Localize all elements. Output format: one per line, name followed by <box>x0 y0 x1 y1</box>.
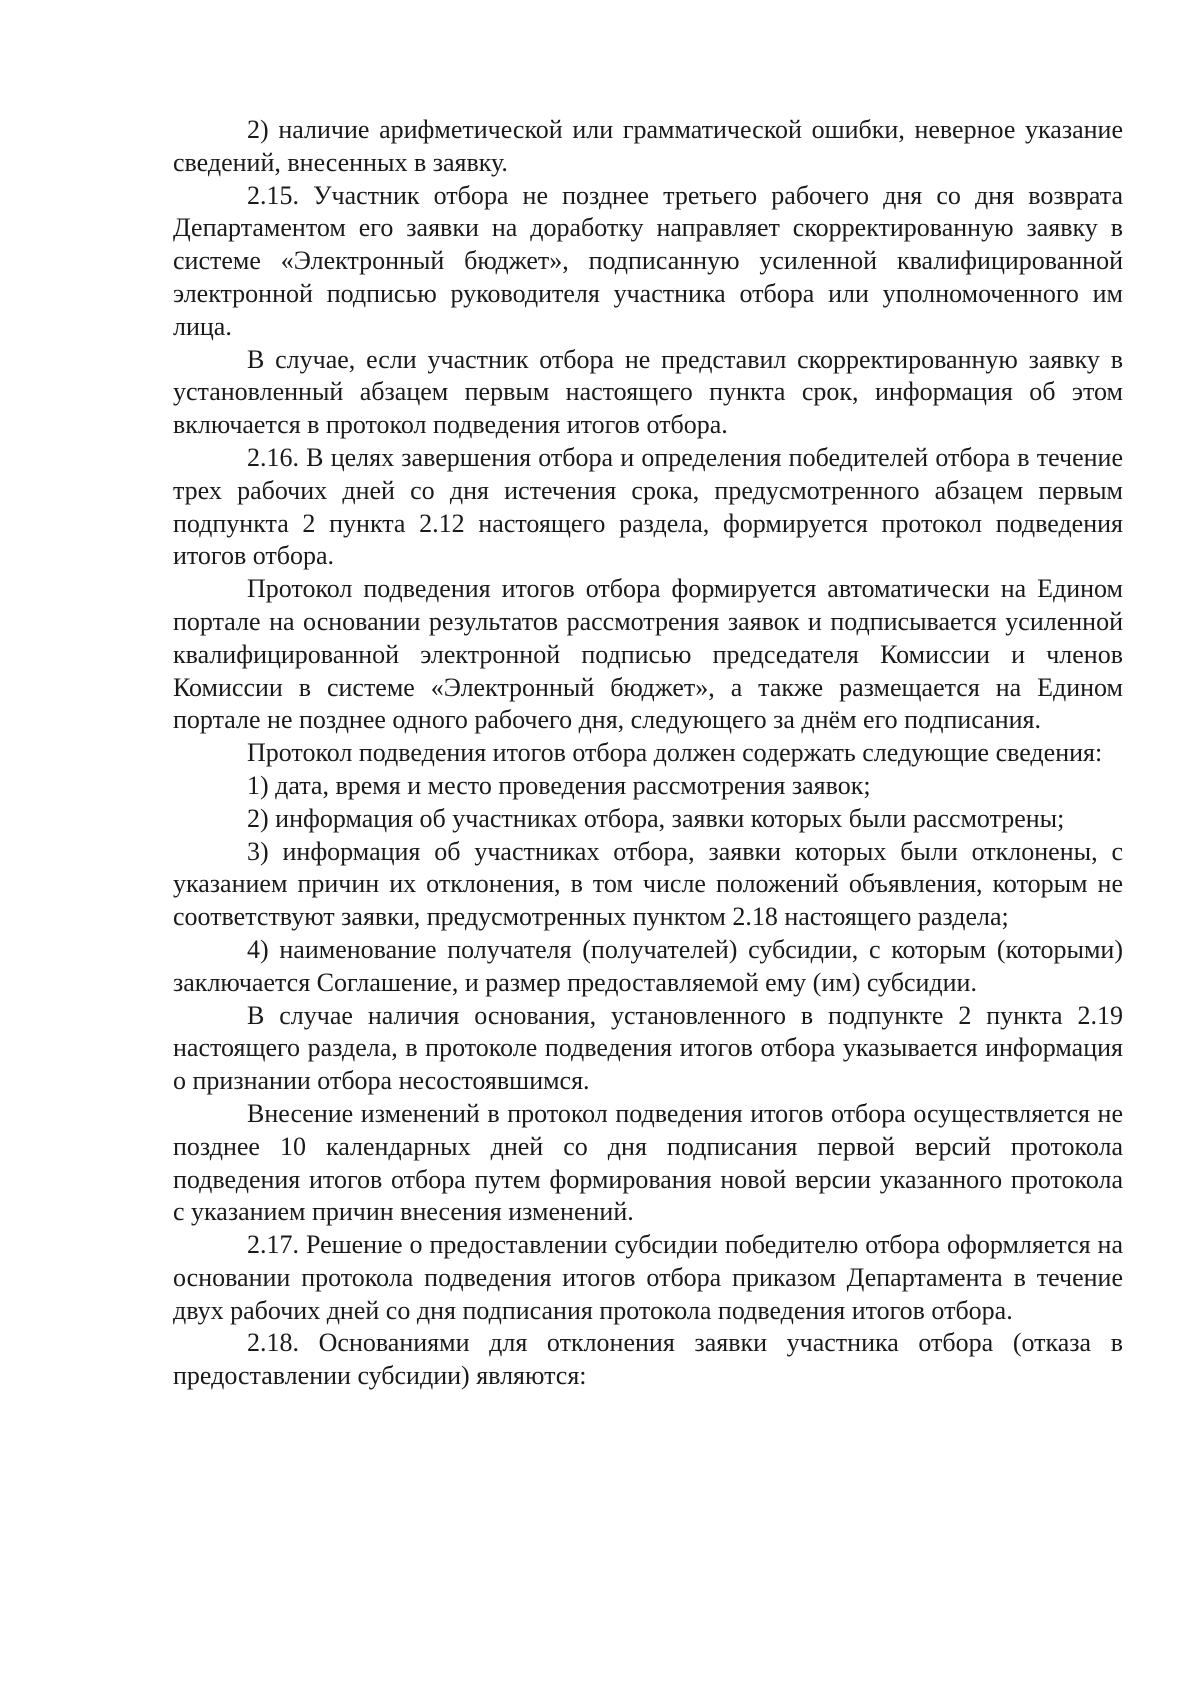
list-item: 1) дата, время и место проведения рассмотрения заявок; <box>247 770 871 800</box>
document-body <box>173 114 1123 1393</box>
paragraph: 2.17. Решение о предоставлении субсидии победителю отбора оформляется на основании протокола подведения итогов отбора приказом Департамента в течение двух рабочих дней со дня подписания протокола подведения итогов отбора. <box>173 1230 1123 1325</box>
list-item: 3) информация об участниках отбора, заявки которых были отклонены, с указанием причин их отклонения, в том числе положений объявления, которым не соответствуют заявки, предусмотренных пунктом 2.18 настоящего раздела; <box>173 836 1123 932</box>
paragraph: В случае, если участник отбора не представил скорректированную заявку в установленный абзацем первым настоящего пункта срок, информация об этом включается в протокол подведения итогов отбора. <box>173 344 1123 440</box>
paragraph: Внесение изменений в протокол подведения итогов отбора осуществляется не позднее 10 календарных дней со дня подписания первой версий протокола подведения итогов отбора путем формирования новой версии указанного протокола с указанием причин внесения изменений. <box>173 1098 1123 1227</box>
paragraph: Протокол подведения итогов отбора формируется автоматически на Едином портале на основании результатов рассмотрения заявок и подписывается усиленной квалифицированной электронной подписью председателя Комиссии и членов Комиссии в системе «Электронный бюджет», а также размещается на Едином портале не позднее одного рабочего дня, следующего за днём его подписания. <box>173 574 1123 735</box>
list-item: 2) информация об участниках отбора, заявки которых были рассмотрены; <box>247 803 1065 833</box>
list-item: 4) наименование получателя (получателей) субсидии, с которым (которыми) заключается Соглашение, и размер предоставляемой ему (им) субсидии. <box>173 934 1123 997</box>
paragraph: 2.15. Участник отбора не позднее третьего рабочего дня со дня возврата Департаментом его заявки на доработку направляет скорректированную заявку в системе «Электронный бюджет», подписанную усиленной квалифицированной электронной подписью руководителя участника отбора или уполномоченного им лица. <box>173 180 1123 341</box>
paragraph: 2.18. Основаниями для отклонения заявки участника отбора (отказа в предоставлении субсидии) являются: <box>173 1328 1123 1391</box>
paragraph: В случае наличия основания, установленного в подпункте 2 пункта 2.19 настоящего раздела, в протоколе подведения итогов отбора указывается информация о признании отбора несостоявшимся. <box>173 1000 1123 1096</box>
paragraph: Протокол подведения итогов отбора должен содержать следующие сведения: <box>247 738 1103 768</box>
paragraph: 2.16. В целях завершения отбора и определения победителей отбора в течение трех рабочих дней со дня истечения срока, предусмотренного абзацем первым подпункта 2 пункта 2.12 настоящего раздела, формируется протокол подведения итогов отбора. <box>173 442 1123 571</box>
paragraph: 2) наличие арифметической или грамматической ошибки, неверное указание сведений, внесенных в заявку. <box>173 115 1123 177</box>
